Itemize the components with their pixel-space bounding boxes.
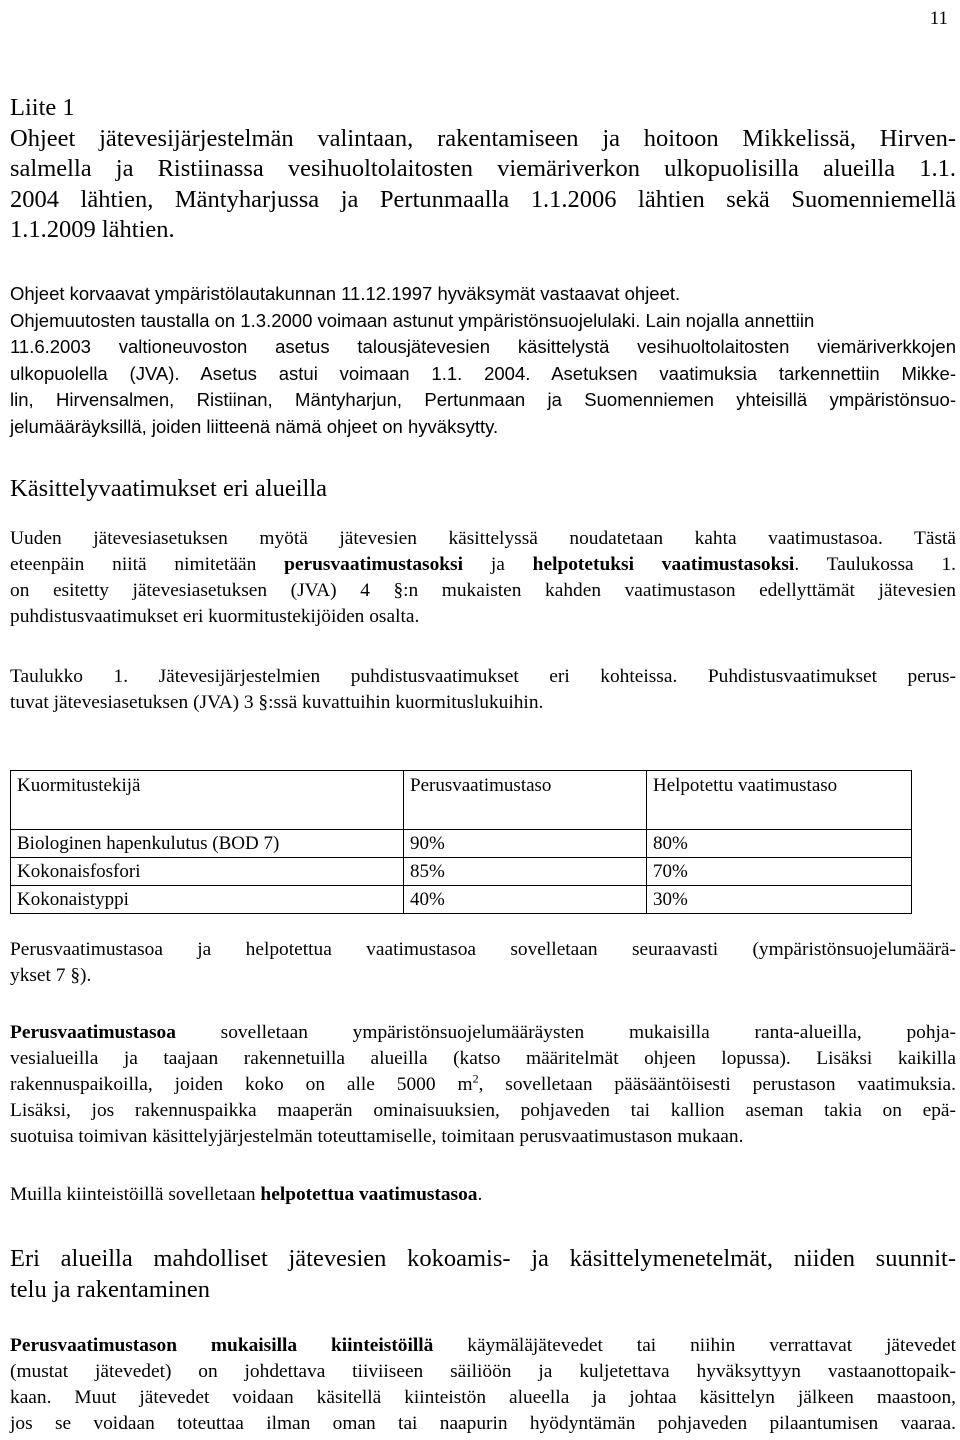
table-cell: Kokonaisfosfori: [11, 858, 404, 886]
intro-line: Ohjemuutosten taustalla on 1.3.2000 voimaan astunut ympäristönsuojelulaki. Lain nojalla annettiin: [10, 309, 815, 331]
term-relaxed-level: helpotetuksi vaatimustasoksi: [532, 554, 795, 575]
table-row: [11, 830, 912, 858]
caption-line: tuvat jätevesiasetuksen (JVA) 3 §:ssä kuvattuihin kuormituslukuihin.: [10, 692, 544, 713]
paragraph-line: vesialueilla ja taajaan rakennetuilla alueilla (katso määritelmät ohjeen lopussa). Lisäksi kaikilla: [10, 1048, 956, 1069]
intro-line: 11.6.2003 valtioneuvoston asetus talousjätevesien käsittelystä vesihuoltolaitosten viemäriverkkojen: [10, 336, 956, 357]
term-relaxed-level: helpotettua vaatimustasoa: [260, 1184, 478, 1205]
application-paragraph: [10, 937, 956, 989]
table-cell: Kokonaistyppi: [11, 886, 404, 914]
title-line: 2004 lähtien, Mäntyharjussa ja Pertunmaalla 1.1.2006 lähtien sekä Suomenniemellä: [10, 185, 956, 213]
intro-line: jelumääräyksillä, joiden liitteenä nämä ohjeet on hyväksytty.: [10, 415, 499, 437]
intro-line: Ohjeet korvaavat ympäristölautakunnan 11.12.1997 hyväksymät vastaavat ohjeet.: [10, 283, 681, 304]
paragraph-line: suotuisa toimivan käsittelyjärjestelmän toteuttamiselle, toimitaan perusvaatimustason mukaan.: [10, 1126, 744, 1147]
table-cell: 30%: [647, 886, 912, 914]
table-header-cell: Perusvaatimustaso: [404, 771, 647, 830]
table-caption: [10, 664, 956, 716]
methods-paragraph: [10, 1333, 956, 1437]
table-row: [11, 858, 912, 886]
page-number: 11: [929, 8, 948, 29]
heading-line: telu ja rakentaminen: [10, 1276, 210, 1303]
paragraph-line: kaan. Muut jätevedet voidaan käsitellä kiinteistön alueella ja johtaa käsittelyn jälkeen maastoon,: [10, 1387, 956, 1408]
intro-line: lin, Hirvensalmen, Ristiinan, Mäntyharjun, Pertunmaan ja Suomenniemen yhteisillä ympäristönsuo-: [10, 389, 956, 410]
title-line: 1.1.2009 lähtien.: [10, 216, 175, 243]
requirements-paragraph: [10, 526, 956, 630]
requirements-table: [10, 770, 912, 914]
basic-level-paragraph: [10, 1020, 956, 1150]
table-cell: 90%: [404, 830, 647, 858]
document-header: [10, 93, 956, 246]
relaxed-level-paragraph: [10, 1182, 956, 1208]
paragraph-line: on esitetty jätevesiasetuksen (JVA) 4 §:n mukaisten kahden vaatimustason edellyttämät jätevesien: [10, 580, 956, 601]
paragraph-line: jos se voidaan toteuttaa ilman oman tai naapurin hyödyntämän pohjaveden pilaantumisen vaaraa.: [10, 1413, 956, 1434]
section-heading-methods: [10, 1243, 956, 1305]
table-cell: 70%: [647, 858, 912, 886]
appendix-label: Liite 1: [10, 94, 75, 121]
term-basic-properties: Perusvaatimustason mukaisilla kiinteistöillä: [10, 1335, 434, 1356]
table-row: [11, 886, 912, 914]
paragraph-line: (mustat jätevedet) on johdettava tiiviiseen säiliöön ja kuljetettava hyväksyttyyn vastaanottopaik-: [10, 1361, 956, 1382]
table-header-cell: Kuormitustekijä: [11, 771, 404, 830]
table-header-cell: Helpotettu vaatimustaso: [647, 771, 912, 830]
paragraph-line: Perusvaatimustasoa ja helpotettua vaatimustasoa sovelletaan seuraavasti (ympäristönsuojelumäärä-: [10, 939, 956, 960]
heading-line: Eri alueilla mahdolliset jätevesien kokoamis- ja käsittelymenetelmät, niiden suunnit-: [10, 1245, 956, 1272]
intro-paragraph: [10, 281, 956, 440]
term-basic-level: perusvaatimustasoksi: [284, 554, 463, 575]
paragraph-line: ykset 7 §).: [10, 965, 92, 986]
paragraph-line: eteenpäin niitä nimitetään perusvaatimustasoksi ja helpotetuksi vaatimustasoksi. Taulukossa 1.: [10, 554, 957, 575]
table-cell: Biologinen hapenkulutus (BOD 7): [11, 830, 404, 858]
table-header-row: [11, 771, 912, 830]
section-heading-requirements: Käsittelyvaatimukset eri alueilla: [10, 475, 328, 502]
paragraph-line: Uuden jätevesiasetuksen myötä jätevesien käsittelyssä noudatetaan kahta vaatimustasoa. Tästä: [10, 528, 956, 549]
title-line: Ohjeet jätevesijärjestelmän valintaan, rakentamiseen ja hoitoon Mikkelissä, Hirven-: [10, 124, 956, 152]
paragraph-line: Perusvaatimustason mukaisilla kiinteistöillä käymäläjätevedet tai niihin verrattavat jätevedet: [10, 1335, 956, 1356]
table-cell: 80%: [647, 830, 912, 858]
paragraph-line: puhdistusvaatimukset eri kuormitustekijöiden osalta.: [10, 606, 420, 627]
table-cell: 85%: [404, 858, 647, 886]
title-line: salmella ja Ristiinassa vesihuoltolaitosten viemäriverkon ulkopuolisilla alueilla 1.1.: [10, 155, 956, 182]
paragraph-line: Perusvaatimustasoa sovelletaan ympäristönsuojelumääräysten mukaisilla ranta-alueilla, pohja-: [10, 1022, 956, 1043]
intro-line: ulkopuolella (JVA). Asetus astui voimaan 1.1. 2004. Asetuksen vaatimuksia tarkennettiin Mikke-: [10, 362, 956, 384]
table-cell: 40%: [404, 886, 647, 914]
paragraph-line: rakennuspaikoilla, joiden koko on alle 5000 $m^2$, sovelletaan pääsääntöisesti perustason vaatimuksia.: [10, 1071, 956, 1095]
paragraph-line: Lisäksi, jos rakennuspaikka maaperän ominaisuuksien, pohjaveden tai kallion aseman takia on epä-: [10, 1100, 956, 1121]
paragraph-line: Muilla kiinteistöillä sovelletaan helpotettua vaatimustasoa.: [10, 1184, 483, 1205]
term-basic-level: Perusvaatimustasoa: [10, 1022, 176, 1043]
caption-line: Taulukko 1. Jätevesijärjestelmien puhdistusvaatimukset eri kohteissa. Puhdistusvaatimukset perus-: [10, 666, 956, 687]
